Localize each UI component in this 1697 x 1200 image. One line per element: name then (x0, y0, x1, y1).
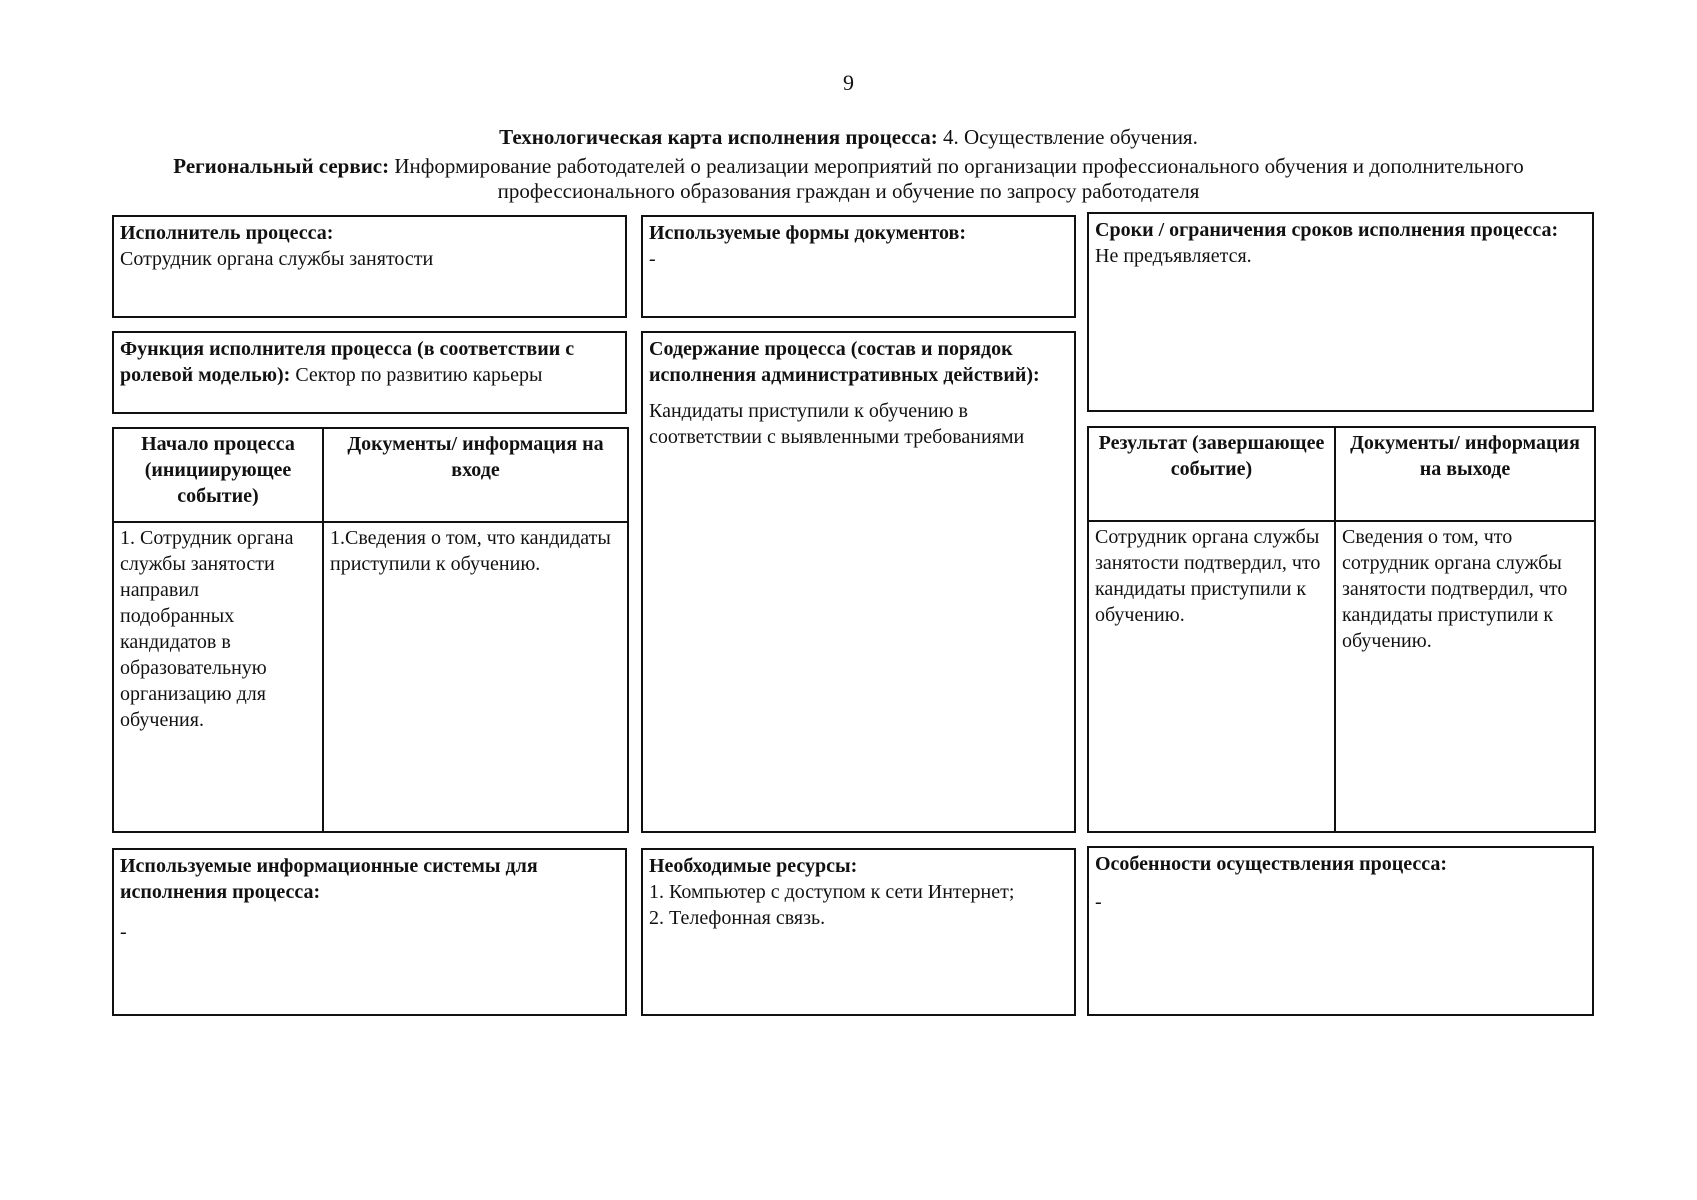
information-systems-label: Используемые информационные системы для исполнения процесса: (120, 855, 538, 903)
regional-service-label: Региональный сервис: (173, 154, 390, 178)
process-content-label: Содержание процесса (состав и порядок исполнения административных действий): (649, 338, 1040, 386)
process-start-table (112, 427, 629, 833)
card-title-value: 4. Осуществление обучения. (942, 125, 1198, 149)
process-content-box (641, 331, 1076, 833)
executor-box (112, 215, 627, 318)
resources-box (641, 848, 1076, 1016)
column-header: Результат (завершающее событие) (1088, 427, 1335, 521)
table-cell: 1.Сведения о том, что кандидаты приступили к обучению. (323, 522, 628, 832)
table-row (1088, 521, 1595, 832)
executor-value: Сотрудник органа службы занятости (120, 248, 434, 270)
information-systems-value: - (120, 921, 127, 943)
process-features-label: Особенности осуществления процесса: (1095, 853, 1448, 875)
resources-item: 1. Компьютер с доступом к сети Интернет; (649, 881, 1015, 903)
deadlines-label: Сроки / ограничения сроков исполнения процесса: (1095, 219, 1559, 241)
table-header-row (1088, 427, 1595, 521)
card-title (80, 124, 1617, 150)
information-systems-box (112, 848, 627, 1016)
process-features-value: - (1095, 891, 1102, 913)
resources-item: 2. Телефонная связь. (649, 907, 826, 929)
regional-service (80, 153, 1617, 179)
table-header-row (113, 428, 628, 522)
table-cell: Сведения о том, что сотрудник органа службы занятости подтвердил, что кандидаты приступили к обучению. (1335, 521, 1595, 832)
process-content-value: Кандидаты приступили к обучению в соответствии с выявленными требованиями (649, 400, 1025, 448)
function-label: Функция исполнителя процесса (в соответствии с ролевой моделью): (120, 338, 575, 386)
table-cell: 1. Сотрудник органа службы занятости направил подобранных кандидатов в образовательную организацию для обучения. (113, 522, 323, 832)
table-cell: Сотрудник органа службы занятости подтвердил, что кандидаты приступили к обучению. (1088, 521, 1335, 832)
function-box (112, 331, 627, 414)
column-header: Документы/ информация на выходе (1335, 427, 1595, 521)
table-row (113, 522, 628, 832)
function-value: Сектор по развитию карьеры (295, 364, 543, 386)
process-features-box (1087, 846, 1594, 1016)
deadlines-value: Не предъявляется. (1095, 245, 1252, 267)
resources-label: Необходимые ресурсы: (649, 855, 858, 877)
card-title-label: Технологическая карта исполнения процесса: (499, 125, 938, 149)
regional-service-value: Информирование работодателей о реализации мероприятий по организации профессионального обучения и дополнительного (394, 154, 1524, 178)
column-header: Начало процесса (инициирующее событие) (113, 428, 323, 522)
page-number: 9 (843, 70, 854, 95)
column-header: Документы/ информация на входе (323, 428, 628, 522)
executor-label: Исполнитель процесса: (120, 222, 334, 244)
document-forms-value: - (649, 248, 656, 270)
regional-service-continued: профессионального образования граждан и обучение по запросу работодателя (497, 179, 1200, 203)
deadlines-box (1087, 212, 1594, 412)
document-forms-box (641, 215, 1076, 318)
process-result-table (1087, 426, 1596, 833)
document-forms-label: Используемые формы документов: (649, 222, 967, 244)
